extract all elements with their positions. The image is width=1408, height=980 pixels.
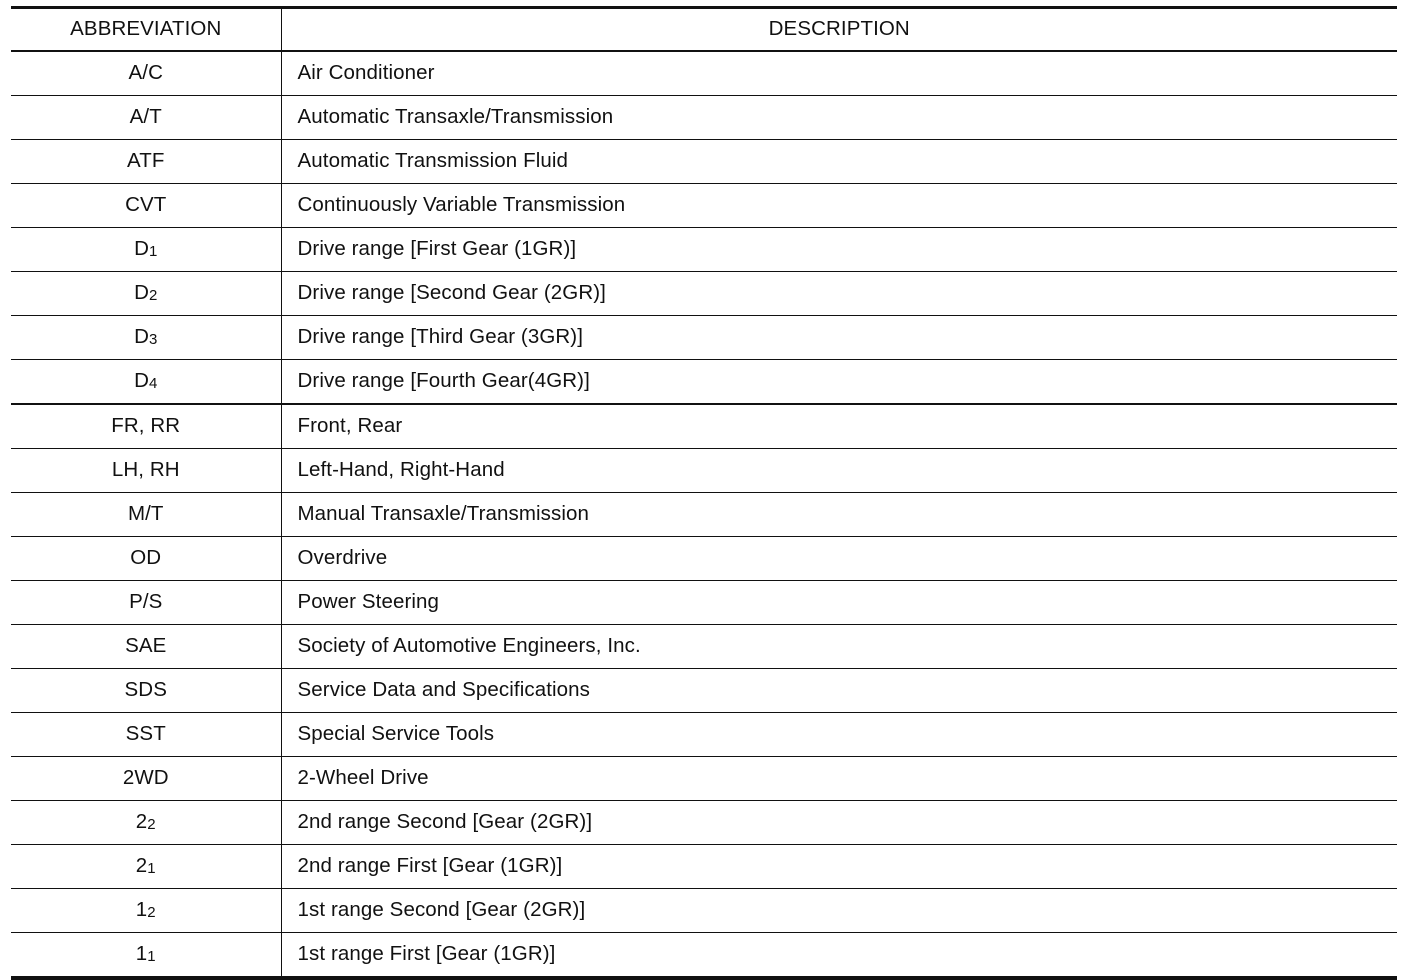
table-header <box>11 8 1397 52</box>
table-row <box>11 449 1397 493</box>
table-row <box>11 713 1397 757</box>
table-row <box>11 669 1397 713</box>
abbreviation-text: SDS <box>124 678 167 702</box>
description-cell: 2-Wheel Drive <box>281 757 1397 801</box>
table-row <box>11 228 1397 272</box>
abbreviation-cell <box>11 757 281 801</box>
abbreviation-text: FR, RR <box>111 414 181 438</box>
abbreviation-text: D <box>134 237 149 261</box>
abbreviation-subscript: 1 <box>147 860 156 878</box>
abbreviation-subscript: 2 <box>147 816 156 834</box>
abbreviation-text: M/T <box>127 502 164 526</box>
description-cell: Automatic Transaxle/Transmission <box>281 96 1397 140</box>
description-cell: 1st range Second [Gear (2GR)] <box>281 889 1397 933</box>
abbreviation-text: CVT <box>125 193 167 217</box>
table-row <box>11 537 1397 581</box>
abbreviation-subscript: 2 <box>147 904 156 922</box>
abbreviation-column-header: ABBREVIATION <box>11 8 281 52</box>
description-cell: Special Service Tools <box>281 713 1397 757</box>
abbreviation-cell <box>11 316 281 360</box>
table-row <box>11 933 1397 979</box>
table-row <box>11 360 1397 405</box>
description-cell: Overdrive <box>281 537 1397 581</box>
table-row <box>11 757 1397 801</box>
abbreviation-text: OD <box>130 546 162 570</box>
description-cell: Front, Rear <box>281 404 1397 449</box>
abbreviation-cell <box>11 51 281 96</box>
abbreviation-text: D <box>134 325 149 349</box>
abbreviation-text: D <box>134 281 149 305</box>
description-cell: 1st range First [Gear (1GR)] <box>281 933 1397 979</box>
abbreviation-cell <box>11 625 281 669</box>
table-row <box>11 801 1397 845</box>
abbreviation-cell <box>11 801 281 845</box>
abbreviation-cell <box>11 845 281 889</box>
description-cell: 2nd range First [Gear (1GR)] <box>281 845 1397 889</box>
abbreviation-subscript: 1 <box>148 243 158 261</box>
description-cell: Drive range [Fourth Gear(4GR)] <box>281 360 1397 405</box>
abbreviation-cell <box>11 228 281 272</box>
description-cell: Drive range [Third Gear (3GR)] <box>281 316 1397 360</box>
table-row <box>11 96 1397 140</box>
description-cell: Left-Hand, Right-Hand <box>281 449 1397 493</box>
abbreviation-table <box>11 6 1397 980</box>
abbreviation-cell <box>11 581 281 625</box>
description-cell: Society of Automotive Engineers, Inc. <box>281 625 1397 669</box>
abbreviation-text: 1 <box>135 942 148 966</box>
abbreviation-cell <box>11 404 281 449</box>
abbreviation-subscript: 2 <box>148 287 158 305</box>
abbreviation-text: 2 <box>135 854 148 878</box>
description-cell: Service Data and Specifications <box>281 669 1397 713</box>
abbreviation-cell <box>11 493 281 537</box>
abbreviation-text: LH, RH <box>111 458 180 482</box>
table-row <box>11 493 1397 537</box>
abbreviation-cell <box>11 272 281 316</box>
abbreviation-cell <box>11 96 281 140</box>
table-row <box>11 845 1397 889</box>
description-cell: Automatic Transmission Fluid <box>281 140 1397 184</box>
abbreviation-cell <box>11 669 281 713</box>
abbreviation-text: 2 <box>135 810 148 834</box>
abbreviation-cell <box>11 933 281 979</box>
table-row <box>11 404 1397 449</box>
abbreviation-text: 2WD <box>122 766 169 790</box>
description-cell: Continuously Variable Transmission <box>281 184 1397 228</box>
table-row <box>11 140 1397 184</box>
abbreviation-text: SST <box>125 722 166 746</box>
table-row <box>11 272 1397 316</box>
description-cell: Air Conditioner <box>281 51 1397 96</box>
table-row <box>11 581 1397 625</box>
abbreviation-cell <box>11 713 281 757</box>
description-cell: Manual Transaxle/Transmission <box>281 493 1397 537</box>
description-cell: Drive range [Second Gear (2GR)] <box>281 272 1397 316</box>
table-row <box>11 889 1397 933</box>
abbreviation-cell <box>11 360 281 405</box>
abbreviation-text: P/S <box>129 590 163 614</box>
description-cell: 2nd range Second [Gear (2GR)] <box>281 801 1397 845</box>
abbreviation-cell <box>11 449 281 493</box>
header-row <box>11 8 1397 52</box>
table-row <box>11 625 1397 669</box>
table-body <box>11 51 1397 978</box>
table-row <box>11 51 1397 96</box>
description-column-header: DESCRIPTION <box>281 8 1397 52</box>
abbreviation-cell <box>11 537 281 581</box>
abbreviation-table-container <box>11 6 1397 980</box>
description-cell: Drive range [First Gear (1GR)] <box>281 228 1397 272</box>
abbreviation-cell <box>11 184 281 228</box>
abbreviation-subscript: 3 <box>148 331 158 349</box>
abbreviation-text: 1 <box>135 898 148 922</box>
abbreviation-subscript: 4 <box>148 375 158 393</box>
abbreviation-cell <box>11 140 281 184</box>
abbreviation-text: A/C <box>128 61 163 85</box>
abbreviation-subscript: 1 <box>147 948 156 966</box>
abbreviation-text: ATF <box>127 149 165 173</box>
abbreviation-text: SAE <box>125 634 167 658</box>
table-row <box>11 184 1397 228</box>
abbreviation-text: A/T <box>129 105 162 129</box>
abbreviation-cell <box>11 889 281 933</box>
description-cell: Power Steering <box>281 581 1397 625</box>
abbreviation-text: D <box>134 369 149 393</box>
table-row <box>11 316 1397 360</box>
